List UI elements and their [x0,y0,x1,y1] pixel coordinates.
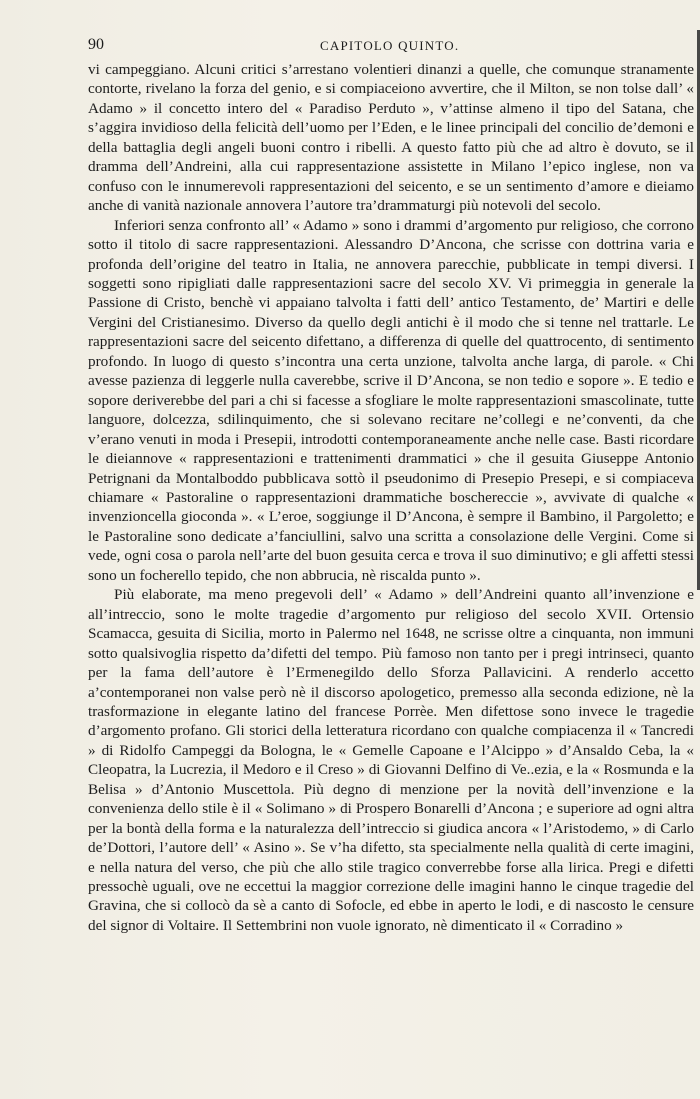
page-number: 90 [88,36,104,53]
paragraph: vi campeggiano. Alcuni critici s’arrestano volentieri dinanzi a quelle, che comunque stranamente contorte, rivelano la forza del genio, e si compiaceiono avvertire, che il Milton, se non tolse dall’ « Adamo » il concetto intero del « Paradiso Perduto », v’attinse almeno il tipo del Satana, che s’aggira invidioso della felicità dell’uomo per l’Eden, e le linee principali del concilio de’demoni e della battaglia degli angeli buoni contro i ribelli. A questo fatto più che ad altro è dovuto, se il dramma dell’Andreini, alla cui rappresentazione assistette in Milano l’epico inglese, non va confuso con le innumerevoli rappresentazioni del seicento, e se un sentimento d’amore e dieiamo anche di vanità nazionale annovera l’autore tra’drammaturgi più notevoli del secolo. [88,61,694,215]
paragraph: Più elaborate, ma meno pregevoli dell’ « Adamo » dell’Andreini quanto all’invenzione e all’intreccio, sono le molte tragedie d’argomento pur religioso del secolo XVII. Ortensio Scamacca, gesuita di Sicilia, morto in Palermo nel 1648, ne scrisse oltre a cinquanta, non immuni sotto qualsivoglia rispetto da’difetti del tempo. Più famoso non tanto per i pregi intrinseci, quanto per la fama dell’autore è l’Ermenegildo dello Sforza Pallavicini. A renderlo accetto a’contemporanei non valse però nè il discorso apologetico, premesso alla seconda edizione, nè la trasformazione in elegante latino del francese Porrèe. Men difettose sono invece le tragedie d’argomento profano. Gli storici della letteratura ricordano con qualche compiacenza il « Tancredi » di Ridolfo Campeggi da Bologna, le « Gemelle Capoane e l’Alcippo » d’Ansaldo Ceba, la « Cleopatra, la Lucrezia, il Medoro e il Creso » di Giovanni Delfino di Ve..ezia, e la « Rosmunda e la Belisa » d’Antonio Muscettola. Più degno di menzione per la novità dell’invenzione e la convenienza dello stile è il « Solimano » di Prospero Bonarelli d’Ancona ; e superiore ad ogni altra per la bontà della forma e la naturalezza dell’intreccio si giudica ancora « l’Aristodemo, » di Carlo de’Dottori, l’autore dell’ « Asino ». Se v’ha difetto, sta specialmente nella qualità di certe imagini, e nella natura del verso, che più che allo stile tragico converrebbe forse alla lirica. Pregi e difetti pressochè uguali, ove ne eccettui la maggior correzione delle imagini hanno le cinque tragedie del Gravina, che si collocò da sè a canto di Sofocle, ed ebbe in aperto le lodi, e di nascosto le censure del signor di Voltaire. Il Settembrini non vuole ignorato, nè dimenticato il « Corradino » [88,586,694,934]
paragraph: Inferiori senza confronto all’ « Adamo » sono i drammi d’argomento pur religioso, che corrono sotto il titolo di sacre rappresentazioni. Alessandro D’Ancona, che scrisse con dottrina varia e profonda dell’origine del teatro in Italia, ne annovera parecchie, pubblicate in tempi diversi. I soggetti sono ripigliati dalle rappresentazioni sacre del secolo XV. Vi primeggia in generale la Passione di Cristo, benchè vi appaiano talvolta i fatti dell’ antico Testamento, de’ Martiri e delle Vergini del Cristianesimo. Diverso da quello degli antichi è il modo che si tenne nel trattarle. Le rappresentazioni sacre del seicento difettano, a differenza di quelle del quattrocento, di sentimento profondo. In luogo di questo s’incontra una certa unzione, talvolta anche larga, di parole. « Chi avesse pazienza di leggerle nulla caverebbe, scrive il D’Ancona, se non tedio e sopore ». E tedio e sopore deriverebbe del pari a chi si facesse a sfogliare le molte rappresentazioni smascolinate, tutte languore, dolcezza, sdilinquimento, che si solevano recitare ne’collegi e ne’conventi, da che v’erano venuti in moda i Presepii, introdotti contemporaneamente anche nelle case. Basti ricordare le dieiannove « rappresentazioni e trattenimenti drammatici » che il gesuita Giuseppe Antonio Petrignani da Montalboddo pubblicava sottò il pseudonimo di Presepio Presepi, e si compiaceva chiamare « Pastoraline o rappresentazioni drammatiche boschereccie », avvivate di qualche « invenzioncella gioconda ». « L’eroe, soggiunge il D’Ancona, è sempre il Bambino, il Pargoletto; e le Pastoraline sono dedicate a’fanciullini, salvo una scritta a consolazione delle Vergini. Come si vede, ogni cosa o parola nell’arte del buon gesuita cerca e trova il suo diminutivo; e gli affetti stessi sono un focherello tepido, che non abbrucia, nè riscalda punto ». [88,216,694,584]
running-head: CAPITOLO QUINTO. [320,38,460,53]
body-text [88,60,694,935]
page-header [88,36,688,58]
